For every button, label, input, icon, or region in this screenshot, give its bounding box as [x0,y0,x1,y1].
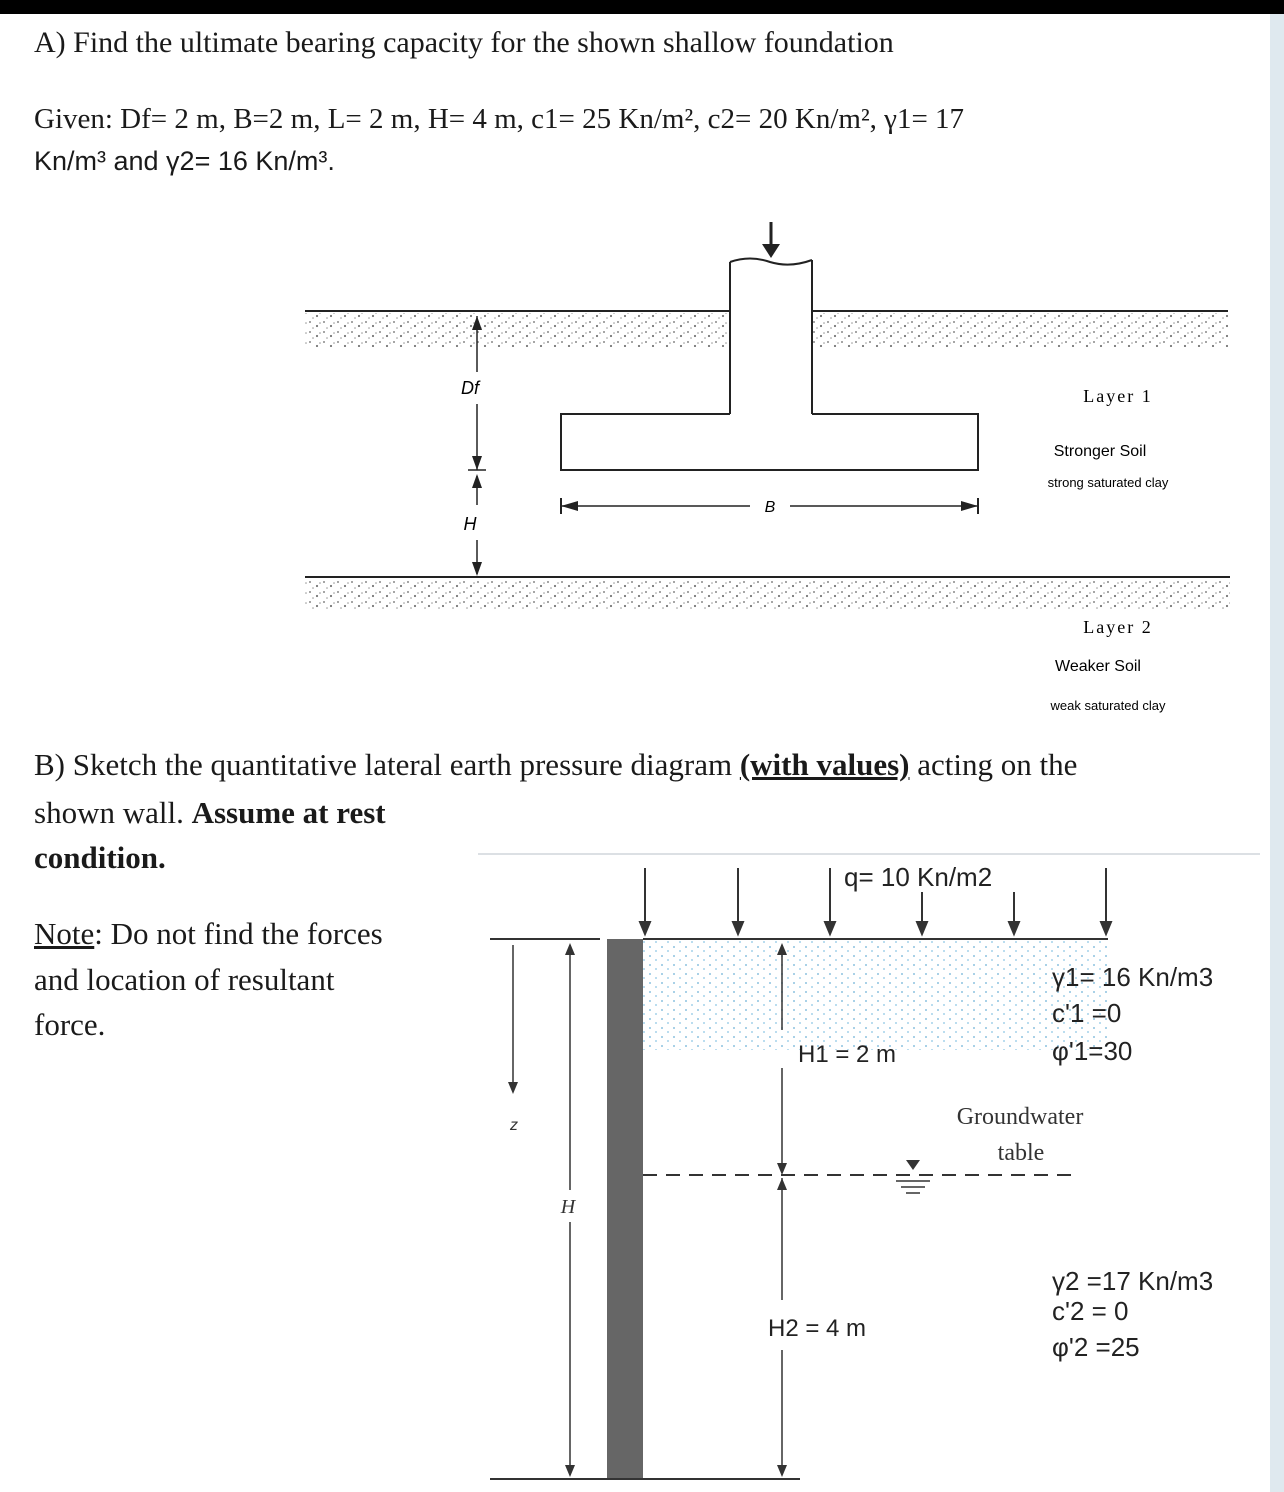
part-a-title: A) Find the ultimate bearing capacity for the shown shallow foundation [34,26,894,59]
surcharge-label: q= 10 Kn/m2 [844,862,993,892]
layer1-desc: strong saturated clay [1047,475,1169,490]
part-b-line2: shown wall. Assume at rest [34,795,386,830]
note-line2: and location of resultant [34,962,335,997]
layer2-phi: φ'2 =25 [1052,1332,1140,1362]
h2-label: H2 = 4 m [768,1315,867,1342]
layer1-gamma: γ1= 16 Kn/m3 [1052,962,1214,992]
h-label-a: H [463,514,477,534]
groundwater-label-2: table [997,1140,1045,1166]
backfill-layer1-texture [643,940,1108,1050]
b-label: B [764,499,776,516]
layer1-name: Layer 1 [1083,386,1153,406]
layer1-phi: φ'1=30 [1052,1036,1133,1066]
part-a-given-line2: Kn/m³ and γ2= 16 Kn/m³. [34,146,335,176]
z-arrow-head [508,1082,518,1094]
water-table-symbol [906,1160,920,1170]
h-total-label: H [560,1196,576,1218]
h1-label: H1 = 2 m [798,1041,897,1068]
z-label: z [510,1117,518,1134]
note-line3: force. [34,1007,106,1042]
part-b-line3: condition. [34,840,166,875]
df-label: Df [461,378,479,398]
layer2-gamma: γ2 =17 Kn/m3 [1052,1266,1214,1296]
layer2-name: Layer 2 [1083,617,1153,637]
note-line1: Note: Do not find the forces [34,916,383,951]
layer2-type: Weaker Soil [1055,658,1141,675]
retaining-wall [607,939,643,1479]
layer2-desc: weak saturated clay [1050,698,1166,713]
part-b-title: B) Sketch the quantitative lateral earth pressure diagram (with values) acting on the [34,747,1078,782]
layer1-cohesion: c'1 =0 [1052,998,1122,1028]
layer2-cohesion: c'2 = 0 [1052,1296,1129,1326]
layer1-type: Stronger Soil [1053,443,1147,460]
groundwater-label-1: Groundwater [956,1104,1084,1130]
part-a-given-line1: Given: Df= 2 m, B=2 m, L= 2 m, H= 4 m, c1= 25 Kn/m², c2= 20 Kn/m², γ1= 17 [34,103,965,135]
